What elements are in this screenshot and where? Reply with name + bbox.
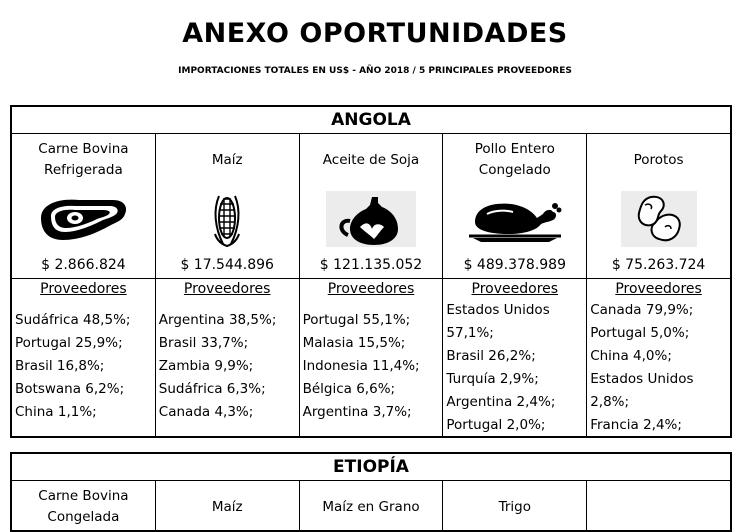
product-name: Aceite de Soja — [322, 151, 420, 168]
supplier-item: 57,1%; — [446, 325, 494, 341]
import-value: $ 489.378.989 — [443, 254, 586, 279]
providers-heading: Proveedores — [471, 281, 559, 297]
document-title: ANEXO OPORTUNIDADES — [182, 18, 568, 49]
supplier-item: Botswana 6,2%; — [15, 381, 125, 397]
supplier-item: Portugal 2,0%; — [446, 417, 546, 433]
product-column-carne-bovina — [12, 134, 156, 436]
product-column-aceite-de-soja — [300, 134, 444, 436]
product-column — [12, 481, 156, 530]
product-name: Maíz — [211, 498, 243, 515]
supplier-item: Bélgica 6,6%; — [302, 381, 396, 397]
country-heading: ANGOLA — [12, 107, 730, 134]
supplier-item: Argentina 2,4%; — [446, 394, 556, 410]
supplier-item: Portugal 25,9%; — [15, 335, 123, 351]
supplier-item: Estados Unidos — [446, 302, 550, 318]
providers-heading: Proveedores — [40, 281, 127, 297]
supplier-item: China 1,1%; — [15, 404, 97, 420]
product-name: Carne Bovina Congelada — [38, 488, 129, 525]
supplier-item: Sudáfrica 48,5%; — [15, 312, 131, 328]
supplier-list — [300, 299, 443, 424]
product-name: Carne Bovina Refrigerada — [38, 141, 129, 178]
product-name — [587, 481, 730, 531]
supplier-list — [443, 299, 586, 437]
supplier-list — [156, 299, 299, 424]
product-column-porotos — [587, 134, 730, 436]
country-section-angola — [10, 105, 732, 438]
product-name: Maíz — [211, 151, 243, 168]
supplier-item: China 4,0%; — [590, 348, 672, 364]
import-value: $ 17.544.896 — [156, 254, 299, 279]
product-column-empty — [587, 481, 730, 530]
supplier-item: Portugal 55,1%; — [302, 312, 411, 328]
corn-icon — [207, 190, 247, 248]
country-heading: ETIOPÍA — [12, 454, 730, 481]
beans-icon — [621, 191, 697, 247]
product-name: Maíz en Grano — [322, 498, 420, 515]
supplier-item: Brasil 26,2%; — [446, 348, 536, 364]
product-column — [443, 481, 587, 530]
supplier-item: Argentina 3,7%; — [302, 404, 412, 420]
supplier-item: Canada 79,9%; — [590, 302, 694, 318]
providers-heading: Proveedores — [327, 281, 415, 297]
import-value: $ 121.135.052 — [300, 254, 443, 279]
product-name: Pollo Entero Congelado — [474, 141, 555, 178]
roast-chicken-icon — [467, 194, 563, 244]
supplier-list — [587, 299, 730, 437]
product-column-maiz — [156, 134, 300, 436]
supplier-item: Portugal 5,0%; — [590, 325, 690, 341]
product-name: Trigo — [498, 498, 531, 515]
product-column — [156, 481, 300, 530]
supplier-item: Canada 4,3%; — [158, 404, 254, 420]
product-column-pollo-entero — [443, 134, 587, 436]
product-column — [300, 481, 444, 530]
import-value: $ 2.866.824 — [12, 254, 155, 279]
providers-heading: Proveedores — [615, 281, 702, 297]
document-subtitle: IMPORTACIONES TOTALES EN US$ - AÑO 2018 / 5 PRINCIPALES PROVEEDORES — [178, 66, 572, 76]
supplier-item: Estados Unidos — [590, 371, 694, 387]
supplier-item: Malasia 15,5%; — [302, 335, 406, 351]
supplier-item: Brasil 16,8%; — [15, 358, 105, 374]
steak-icon — [35, 194, 131, 244]
supplier-item: Zambia 9,9%; — [158, 358, 254, 374]
supplier-item: Francia 2,4%; — [590, 417, 682, 433]
supplier-item: Sudáfrica 6,3%; — [158, 381, 266, 397]
product-name: Porotos — [633, 151, 684, 168]
providers-heading: Proveedores — [183, 281, 271, 297]
supplier-item: 2,8%; — [590, 394, 630, 410]
import-value: $ 75.263.724 — [587, 254, 730, 279]
supplier-list — [12, 299, 155, 424]
supplier-item: Brasil 33,7%; — [158, 335, 249, 351]
oil-jug-icon — [326, 191, 416, 247]
country-section-etiopia — [10, 452, 732, 532]
supplier-item: Turquía 2,9%; — [446, 371, 539, 387]
supplier-item: Argentina 38,5%; — [158, 312, 277, 328]
supplier-item: Indonesia 11,4%; — [302, 358, 420, 374]
